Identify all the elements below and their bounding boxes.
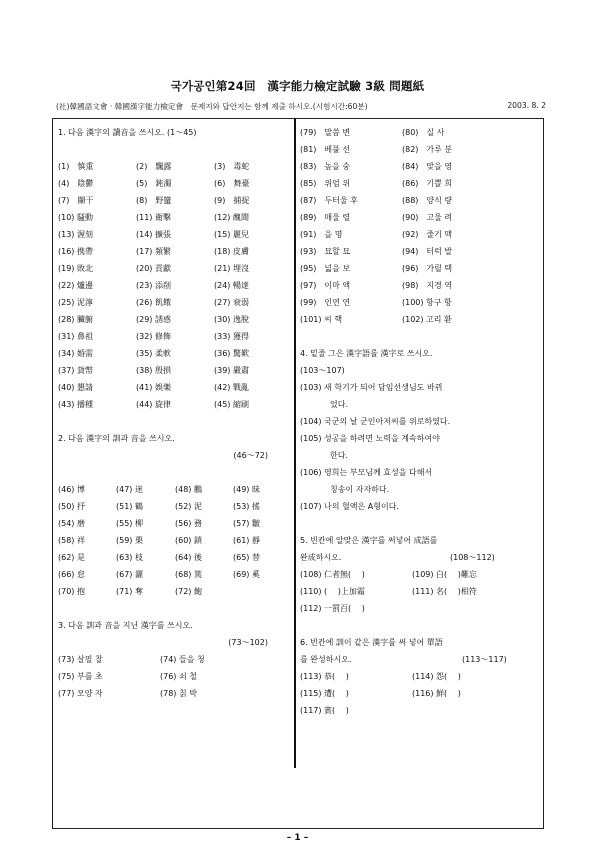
question-item: (10) 騷動 (58, 213, 93, 222)
question-item: (22) 爐邊 (58, 281, 93, 290)
q3-items (58, 651, 290, 702)
question-item: (97) 이마 액 (300, 281, 351, 290)
question-item: (16) 携帶 (58, 247, 93, 256)
q3-row (300, 192, 540, 209)
question-item: (116) 鮮( ) (412, 689, 461, 698)
question-item: (11) 衛擊 (136, 213, 171, 222)
question-item: (15) 麗兒 (214, 230, 249, 239)
q1-row (58, 379, 290, 396)
q4-sentence: (105) 성공을 하려면 노력을 계속하여야 (300, 434, 440, 443)
question-item: (24) 暢達 (214, 281, 249, 290)
q3-row (58, 668, 290, 685)
q3-range: (73～102) (228, 638, 268, 647)
question-item: (109) 白( )難忘 (412, 570, 477, 579)
q1-row (58, 243, 290, 260)
question-item: (43) 播種 (58, 400, 93, 409)
question-item: (36) 驚歎 (214, 349, 249, 358)
question-item: (67) 灑 (116, 570, 143, 579)
question-item: (51) 鶴 (116, 502, 143, 511)
q4-sentence: (106) 영희는 부모님께 효성을 다해서 (300, 468, 433, 477)
question-item: (45) 縮刷 (214, 400, 249, 409)
question-item: (60) 鎖 (175, 536, 202, 545)
question-item: (26) 飢餓 (136, 298, 171, 307)
question-item: (23) 添削 (136, 281, 171, 290)
question-item: (53) 搖 (233, 502, 260, 511)
q4-sentence-continued: 한다. (330, 451, 348, 460)
question-item: (56) 務 (175, 519, 202, 528)
question-item: (114) 怨( ) (412, 672, 461, 681)
question-item: (57) 皺 (233, 519, 260, 528)
question-item: (32) 修飾 (136, 332, 171, 341)
q3-heading: 3. 다음 訓과 音을 지닌 漢字를 쓰시오. (58, 621, 193, 630)
question-item: (30) 逸脫 (214, 315, 249, 324)
question-item: (70) 抱 (58, 587, 85, 596)
question-item: (74) 들을 청 (160, 655, 205, 664)
q2-row (58, 532, 290, 549)
question-item: (25) 泥濘 (58, 298, 93, 307)
q1-row (58, 362, 290, 379)
question-item: (28) 臟腑 (58, 315, 93, 324)
q1-heading: 1. 다음 漢字의 讀音을 쓰시오. (1～45) (58, 128, 197, 137)
q3-row (300, 141, 540, 158)
question-item: (59) 栗 (116, 536, 143, 545)
question-item: (31) 鼻祖 (58, 332, 93, 341)
question-item: (88) 양식 량 (402, 196, 453, 205)
question-item: (62) 是 (58, 553, 85, 562)
q2-row (58, 481, 290, 498)
q4-sentence-continued: 었다. (330, 400, 348, 409)
question-item: (52) 泥 (175, 502, 202, 511)
q6-heading: 6. 빈칸에 訓이 같은 漢字를 써 넣어 單語 (300, 638, 443, 647)
q6-row (300, 685, 540, 702)
question-item: (94) 터럭 발 (402, 247, 453, 256)
question-item: (98) 지경 역 (402, 281, 453, 290)
q3-row (300, 294, 540, 311)
question-item: (18) 皮膚 (214, 247, 249, 256)
q3-row (300, 311, 540, 328)
q3-row (300, 243, 540, 260)
question-item: (1) 慎重 (58, 162, 94, 171)
q2-range: (46～72) (233, 451, 268, 460)
question-item: (82) 가루 분 (402, 145, 453, 154)
question-item: (49) 昧 (233, 485, 260, 494)
q1-row (58, 260, 290, 277)
question-item: (117) 賓( ) (300, 706, 349, 715)
q2-row (58, 498, 290, 515)
q1-row (58, 226, 290, 243)
q3-row (300, 209, 540, 226)
question-item: (2) 飄露 (136, 162, 172, 171)
exam-subtitle (56, 101, 546, 112)
question-item: (41) 娛樂 (136, 383, 171, 392)
q2-row (58, 549, 290, 566)
question-item: (63) 枝 (116, 553, 143, 562)
q1-row (58, 345, 290, 362)
exam-instructions: (社)韓國語文會 · 韓國漢字能力檢定會 문제지와 답안지는 함께 제출 하시오.(시험시간:60분) (56, 102, 368, 111)
q1-row (58, 158, 290, 175)
question-item: (108) 仁者無( ) (300, 570, 365, 579)
question-item: (110) ( )上加霜 (300, 587, 365, 596)
q5-heading2: 완成하시오. (300, 553, 342, 562)
q5-items (300, 566, 540, 617)
question-item: (55) 柳 (116, 519, 143, 528)
column-divider (294, 118, 296, 768)
question-item: (6) 舞臺 (214, 179, 250, 188)
q3-items-continued (300, 124, 540, 328)
question-item: (101) 씨 핵 (300, 315, 343, 324)
question-item: (90) 고울 려 (402, 213, 453, 222)
question-item: (44) 旋律 (136, 400, 171, 409)
q1-row (58, 311, 290, 328)
question-item: (84) 맞을 영 (402, 162, 453, 171)
question-item: (65) 替 (233, 553, 260, 562)
question-item: (99) 인연 연 (300, 298, 351, 307)
q1-row (58, 294, 290, 311)
q6-row (300, 668, 540, 685)
q5-row (300, 566, 540, 583)
question-item: (87) 두터울 후 (300, 196, 358, 205)
question-item: (4) 陰鬱 (58, 179, 94, 188)
q3-row (300, 277, 540, 294)
q1-row (58, 396, 290, 413)
question-item: (33) 獲得 (214, 332, 249, 341)
q3-row (300, 175, 540, 192)
question-item: (73) 살필 찰 (58, 655, 103, 664)
q2-row (58, 515, 290, 532)
question-item: (100) 항구 항 (402, 298, 452, 307)
page-number: – 1 – (286, 833, 309, 843)
question-item: (72) 鮑 (175, 587, 202, 596)
q2-items (58, 481, 290, 600)
q5-row (300, 600, 540, 617)
q2-row (58, 566, 290, 583)
question-item: (20) 貢獻 (136, 264, 171, 273)
q1-row (58, 209, 290, 226)
q3-row (300, 226, 540, 243)
right-column (300, 124, 540, 719)
question-item: (27) 衰弱 (214, 298, 249, 307)
question-item: (83) 높을 숭 (300, 162, 351, 171)
question-item: (71) 奪 (116, 587, 143, 596)
question-item: (14) 擴張 (136, 230, 171, 239)
question-item: (80) 실 사 (402, 128, 445, 137)
question-item: (34) 婚需 (58, 349, 93, 358)
question-item: (64) 後 (175, 553, 202, 562)
q1-items (58, 158, 290, 413)
question-item: (50) 抒 (58, 502, 85, 511)
question-item: (115) 遭( ) (300, 689, 349, 698)
q6-heading2: 를 완성하시오. (300, 655, 352, 664)
question-item: (77) 모양 자 (58, 689, 103, 698)
question-item: (40) 懇請 (58, 383, 93, 392)
question-item: (8) 野蠻 (136, 196, 172, 205)
q1-row (58, 328, 290, 345)
question-item: (37) 貨幣 (58, 366, 93, 375)
question-item: (76) 쇠 철 (160, 672, 197, 681)
q4-range: (103～107) (300, 366, 345, 375)
question-item: (42) 戰亂 (214, 383, 249, 392)
q3-row (58, 651, 290, 668)
question-item: (85) 위엄 위 (300, 179, 351, 188)
question-item: (66) 怠 (58, 570, 85, 579)
exam-date: 2003. 8. 2 (507, 101, 546, 110)
question-item: (93) 묘할 묘 (300, 247, 351, 256)
q6-items (300, 668, 540, 719)
question-item: (38) 殷損 (136, 366, 171, 375)
question-item: (17) 頻繁 (136, 247, 171, 256)
question-item: (7) 闌干 (58, 196, 94, 205)
question-item: (89) 매울 렬 (300, 213, 351, 222)
q4-items (300, 379, 540, 515)
question-item: (96) 가릴 택 (402, 264, 453, 273)
q4-sentence-continued: 칭송이 자자하다. (330, 485, 390, 494)
q2-row (58, 583, 290, 600)
question-item: (79) 말씀 변 (300, 128, 351, 137)
question-item: (69) 奚 (233, 570, 260, 579)
question-item: (58) 祥 (58, 536, 85, 545)
question-item: (102) 고리 환 (402, 315, 452, 324)
question-item: (78) 칡 박 (160, 689, 197, 698)
question-item: (113) 恭( ) (300, 672, 349, 681)
question-item: (61) 靜 (233, 536, 260, 545)
question-item: (3) 毒蛇 (214, 162, 250, 171)
question-item: (46) 博 (58, 485, 85, 494)
question-item: (47) 迷 (116, 485, 143, 494)
q5-heading-line2 (300, 549, 540, 566)
q4-sentence: (107) 나의 혈액은 A형이다. (300, 502, 399, 511)
exam-title: 국가공인第24回 漢字能力檢定試驗 3級 問題紙 (170, 79, 425, 93)
q3-row (58, 685, 290, 702)
question-item: (19) 敗北 (58, 264, 93, 273)
question-item: (39) 嚴肅 (214, 366, 249, 375)
question-item: (29) 誘惑 (136, 315, 171, 324)
q1-row (58, 192, 290, 209)
q5-heading: 5. 빈칸에 알맞은 漢字를 써넣어 成語를 (300, 536, 438, 545)
question-item: (48) 鵬 (175, 485, 202, 494)
question-item: (21) 埋沒 (214, 264, 249, 273)
q3-row (300, 158, 540, 175)
question-item: (9) 捕捉 (214, 196, 250, 205)
question-item: (95) 넓을 보 (300, 264, 351, 273)
q1-row (58, 277, 290, 294)
question-item: (54) 磨 (58, 519, 85, 528)
question-item: (5) 鈍濁 (136, 179, 172, 188)
q3-row (300, 124, 540, 141)
question-item: (91) 을 명 (300, 230, 343, 239)
question-item: (111) 名( )相符 (412, 587, 477, 596)
q3-row (300, 260, 540, 277)
q6-row (300, 702, 540, 719)
question-item: (12) 醜聞 (214, 213, 249, 222)
question-item: (86) 기쁠 희 (402, 179, 453, 188)
q1-row (58, 175, 290, 192)
left-column (58, 124, 290, 702)
q5-range: (108～112) (450, 553, 495, 562)
question-item: (81) 베풀 선 (300, 145, 351, 154)
q5-row (300, 583, 540, 600)
q2-heading: 2. 다음 漢字의 訓과 音을 쓰시오. (58, 434, 175, 443)
question-item: (68) 篤 (175, 570, 202, 579)
question-item: (13) 渥刻 (58, 230, 93, 239)
question-item: (35) 柔軟 (136, 349, 171, 358)
q6-heading-line2 (300, 651, 540, 668)
q4-sentence: (104) 국군의 날 군인아저씨를 위로하였다. (300, 417, 451, 426)
q4-heading: 4. 밑줄 그은 漢字語를 漢字로 쓰시오. (300, 349, 433, 358)
q6-range: (113～117) (462, 655, 507, 664)
q4-sentence: (103) 새 학기가 되어 담임선생님도 바뀌 (300, 383, 443, 392)
question-item: (112) 一罰百( ) (300, 604, 365, 613)
question-item: (75) 부를 초 (58, 672, 103, 681)
question-item: (92) 줄기 맥 (402, 230, 453, 239)
